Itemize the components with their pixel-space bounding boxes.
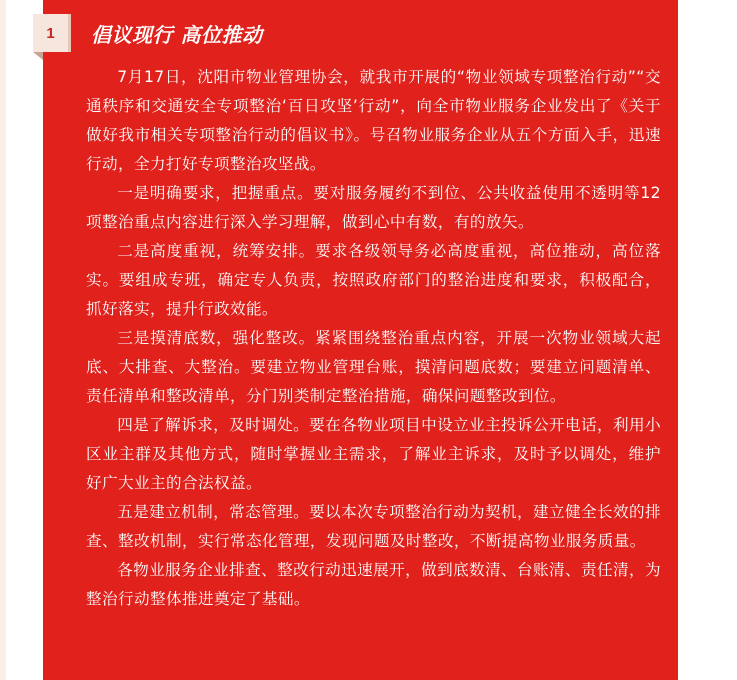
paragraph-point-2: 二是高度重视，统筹安排。要求各级领导务必高度重视，高位推动，高位落实。要组成专班，确定专人负责，按照政府部门的整治进度和要求，积极配合，抓好落实，提升行政效能。 — [86, 242, 661, 318]
paragraph-conclusion: 各物业服务企业排查、整改行动迅速展开，做到底数清、台账清、责任清，为整治行动整体推进奠定了基础。 — [86, 561, 661, 608]
paragraph-intro: 7月17日，沈阳市物业管理协会，就我市开展的“物业领域专项整治行动”“交通秩序和交通安全专项整治‘百日攻坚’行动”，向全市物业服务企业发出了《关于做好我市相关专项整治行动的倡议书》。号召物业服务企业从五个方面入手，迅速行动，全力打好专项整治攻坚战。 — [86, 68, 661, 173]
paragraph-point-4: 四是了解诉求，及时调处。要在各物业项目中设立业主投诉公开电话，利用小区业主群及其他方式，随时掌握业主需求，了解业主诉求，及时予以调处，维护好广大业主的合法权益。 — [86, 416, 661, 492]
section-title: 倡议现行 高位推动 — [91, 23, 263, 47]
section-number-badge — [33, 14, 71, 52]
left-margin-strip — [0, 0, 6, 680]
badge-fold-decoration — [33, 52, 43, 60]
paragraph-point-5: 五是建立机制，常态管理。要以本次专项整治行动为契机，建立健全长效的排查、整改机制，实行常态化管理，发现问题及时整改，不断提高物业服务质量。 — [86, 503, 661, 550]
paragraph-point-3: 三是摸清底数，强化整改。紧紧围绕整治重点内容，开展一次物业领域大起底、大排查、大整治。要建立物业管理台账，摸清问题底数；要建立问题清单、责任清单和整改清单，分门别类制定整治措施，确保问题整改到位。 — [86, 329, 661, 405]
article-body — [86, 63, 661, 614]
section-number: 1 — [46, 24, 55, 42]
paragraph-point-1: 一是明确要求，把握重点。要对服务履约不到位、公共收益使用不透明等12项整治重点内容进行深入学习理解，做到心中有数，有的放矢。 — [86, 184, 661, 231]
